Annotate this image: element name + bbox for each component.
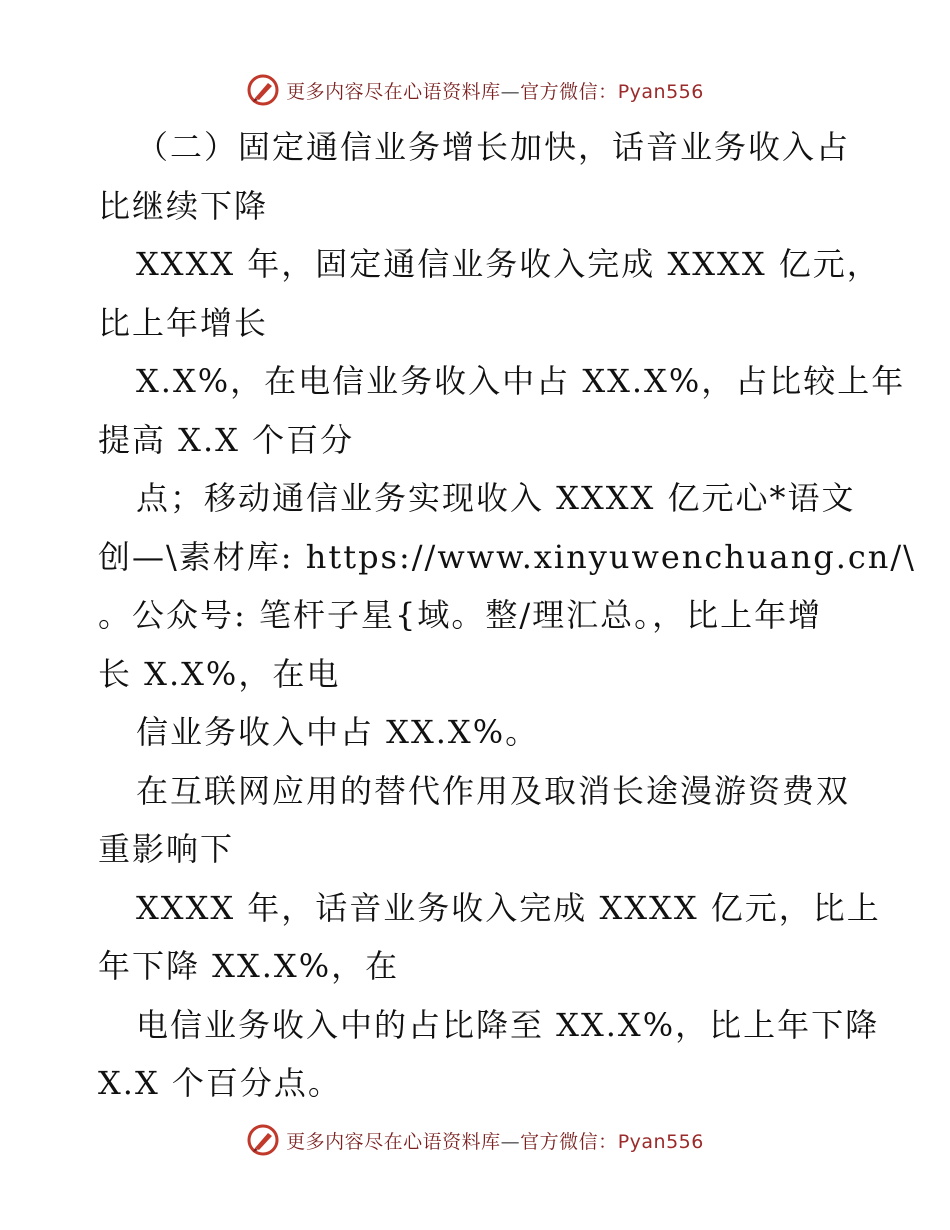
- paragraph-line: 比继续下降: [98, 186, 269, 225]
- watermark-text: [286, 77, 704, 104]
- paragraph-line: 电信业务收入中的占比降至 XX.X%，比上年下降: [136, 1005, 880, 1044]
- paragraph-line: 长 X.X%，在电: [98, 654, 341, 693]
- watermark-wechat-label: 官方微信：: [520, 1130, 618, 1153]
- footer-watermark: [0, 1120, 950, 1160]
- paragraph-line: 点；移动通信业务实现收入 XXXX 亿元心*语文: [136, 479, 856, 517]
- header-watermark: [0, 70, 950, 110]
- paragraph-line: 创—\素材库: https://www.xinyuwenchuang.cn/\: [98, 537, 916, 576]
- quill-pen-logo-icon: [246, 1123, 280, 1157]
- watermark-main-text: 更多内容尽在心语资料库: [286, 1130, 501, 1153]
- paragraph-line: 年下降 XX.X%，在: [98, 947, 400, 985]
- watermark-dash: —: [500, 1130, 521, 1153]
- watermark-main-text: 更多内容尽在心语资料库: [286, 80, 501, 103]
- paragraph-line: X.X 个百分点。: [98, 1064, 342, 1102]
- watermark-text: [286, 1127, 704, 1154]
- paragraph-line: 在互联网应用的替代作用及取消长途漫游资费双: [136, 771, 851, 810]
- paragraph-line: 。公众号: 笔杆子星{域。整/理汇总。，比上年增: [98, 596, 823, 634]
- paragraph-line: 重影响下: [98, 830, 235, 868]
- watermark-wechat-id: Pyan556: [617, 1130, 704, 1153]
- watermark-wechat-id: Pyan556: [617, 80, 704, 103]
- paragraph-line: 提高 X.X 个百分: [98, 420, 355, 459]
- paragraph-line: 信业务收入中占 XX.X%。: [136, 713, 540, 751]
- document-body: [98, 118, 916, 1113]
- paragraph-line: XXXX 年，固定通信业务收入完成 XXXX 亿元，: [136, 245, 881, 283]
- paragraph-line: 比上年增长: [98, 303, 269, 342]
- quill-pen-logo-icon: [246, 73, 280, 107]
- paragraph-line: （二）固定通信业务增长加快，话音业务收入占: [136, 128, 851, 166]
- watermark-wechat-label: 官方微信：: [520, 80, 618, 103]
- watermark-dash: —: [500, 80, 521, 103]
- paragraph-line: XXXX 年，话音业务收入完成 XXXX 亿元，比上: [136, 888, 881, 927]
- paragraph-line: X.X%，在电信业务收入中占 XX.X%，占比较上年: [136, 362, 906, 400]
